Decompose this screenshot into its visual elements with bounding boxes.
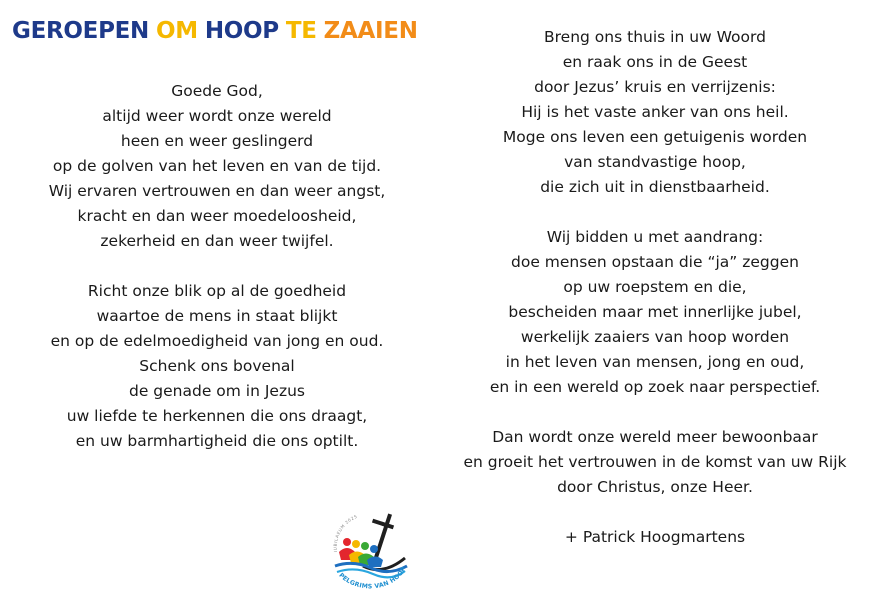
prayer-line: op de golven van het leven en van de tijd. — [52, 157, 382, 175]
prayer-line: en op de edelmoedigheid van jong en oud. — [50, 332, 384, 350]
prayer-line: werkelijk zaaiers van hoop worden — [520, 328, 790, 346]
prayer-line: en raak ons in de Geest — [562, 53, 748, 71]
prayer-line: Dan wordt onze wereld meer bewoonbaar — [492, 428, 818, 446]
prayer-line: en uw barmhartigheid die ons optilt. — [75, 432, 359, 450]
prayer-line: door Christus, onze Heer. — [557, 478, 753, 496]
prayer-line: Moge ons leven een getuigenis worden — [502, 128, 808, 146]
prayer-line: kracht en dan weer moedeloosheid, — [77, 207, 357, 225]
stanza-gap — [445, 200, 865, 225]
logo-arc-top-text: IUBILAEUM 2025 — [332, 513, 359, 553]
prayer-line: die zich uit in dienstbaarheid. — [540, 178, 770, 196]
prayer-line: Wij bidden u met aandrang: — [546, 228, 764, 246]
title-word: OM — [155, 18, 198, 44]
title-word: HOOP — [204, 18, 279, 44]
stanza-gap — [12, 254, 422, 279]
prayer-line: Hij is het vaste anker van ons heil. — [521, 103, 789, 121]
prayer-line: Richt onze blik op al de goedheid — [87, 282, 347, 300]
prayer-line: Breng ons thuis in uw Woord — [544, 28, 766, 46]
prayer-line: uw liefde te herkennen die ons draagt, — [66, 407, 368, 425]
jubilee-logo-icon — [323, 508, 415, 592]
prayer-line: in het leven van mensen, jong en oud, — [505, 353, 805, 371]
prayer-line: op uw roepstem en die, — [563, 278, 747, 296]
prayer-line: altijd weer wordt onze wereld — [102, 107, 332, 125]
page-title — [12, 18, 418, 44]
prayer-line: en in een wereld op zoek naar perspectief. — [489, 378, 821, 396]
prayer-line: waartoe de mens in staat blijkt — [96, 307, 338, 325]
prayer-right-column — [445, 25, 865, 550]
prayer-line: de genade om in Jezus — [128, 382, 305, 400]
prayer-line: Goede God, — [171, 82, 263, 100]
stanza-gap — [445, 500, 865, 525]
stanza-gap — [445, 400, 865, 425]
title-word: GEROEPEN — [12, 18, 149, 44]
prayer-left-column — [12, 79, 422, 454]
prayer-line: Wij ervaren vertrouwen en dan weer angst, — [48, 182, 386, 200]
prayer-line: doe mensen opstaan die “ja” zeggen — [511, 253, 799, 271]
logo-arc-bottom-text: PELGRIMS VAN HOOP — [337, 565, 408, 591]
prayer-line: Schenk ons bovenal — [139, 357, 295, 375]
prayer-line: + Patrick Hoogmartens — [564, 528, 746, 546]
prayer-line: zekerheid en dan weer twijfel. — [100, 232, 334, 250]
title-word: TE — [285, 18, 317, 44]
title-word: ZAAIEN — [323, 18, 418, 44]
prayer-line: van standvastige hoop, — [564, 153, 746, 171]
prayer-line: bescheiden maar met innerlijke jubel, — [508, 303, 802, 321]
prayer-line: heen en weer geslingerd — [120, 132, 314, 150]
prayer-line: en groeit het vertrouwen in de komst van uw Rijk — [463, 453, 847, 471]
prayer-line: door Jezus’ kruis en verrijzenis: — [534, 78, 776, 96]
